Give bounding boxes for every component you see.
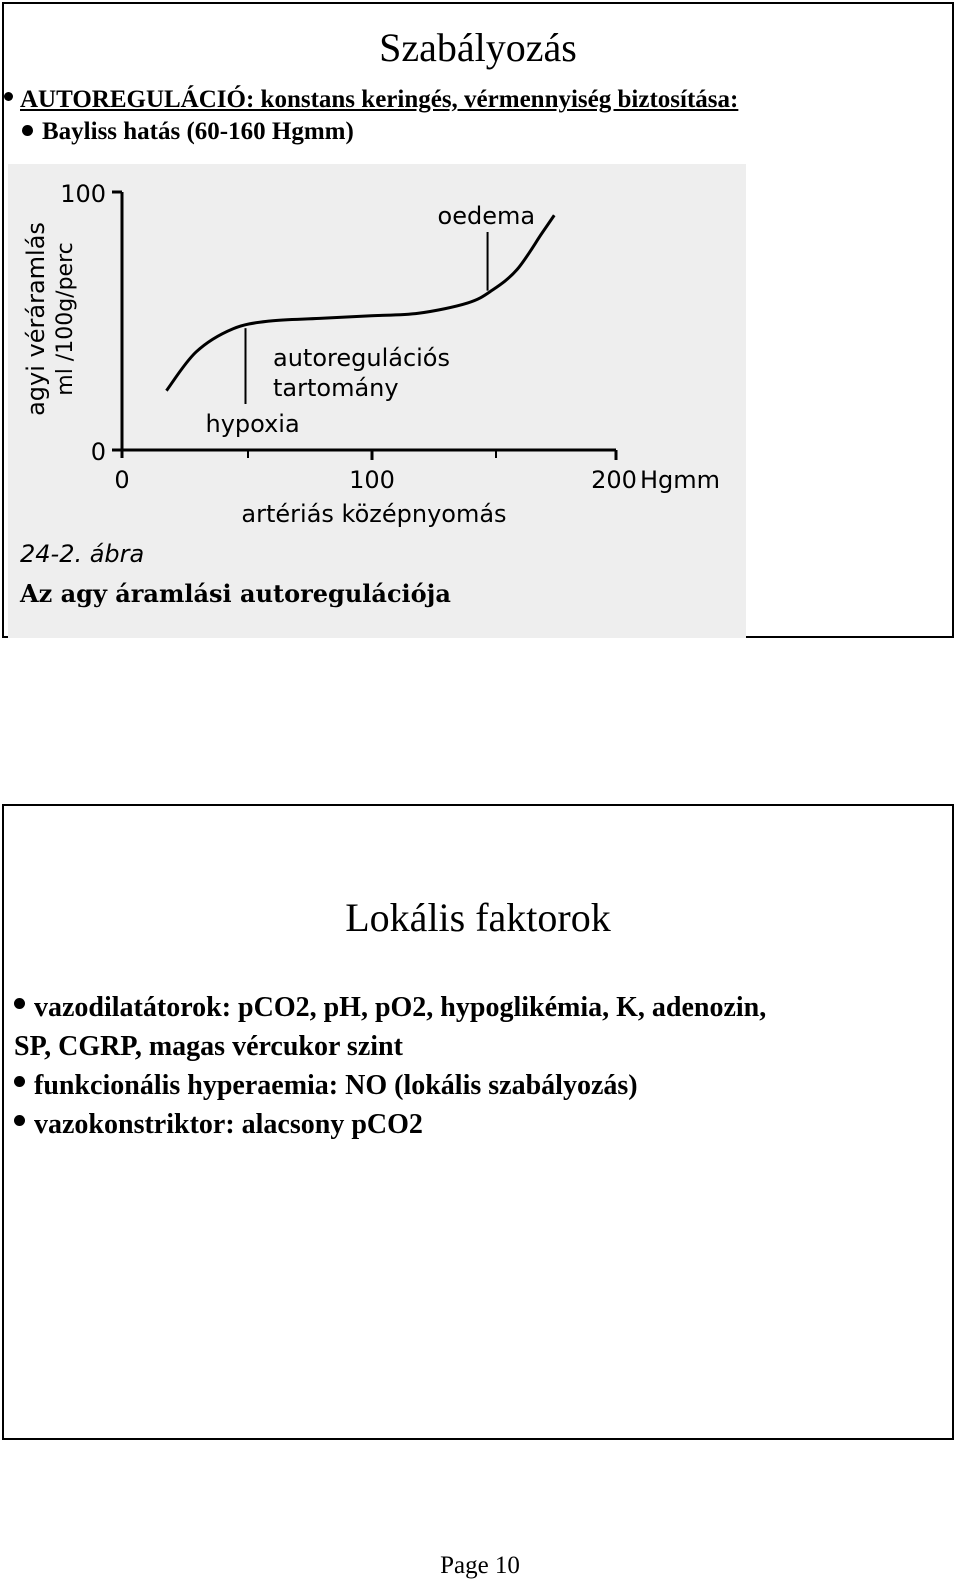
bullet-dot-icon	[14, 1115, 25, 1126]
x-unit-label: Hgmm	[640, 466, 721, 494]
autoregulation-figure	[8, 164, 746, 638]
y-tick-label-100: 100	[60, 180, 106, 208]
y-tick-label-0: 0	[90, 438, 106, 466]
y-axis-label-line1: agyi véráramlás	[22, 222, 50, 416]
hypoxia-label: hypoxia	[205, 410, 300, 438]
x-tick-label-200: 200	[591, 466, 637, 494]
bullet-vazodilatatorok-cont: SP, CGRP, magas vércukor szint	[14, 1031, 403, 1062]
slide-title: Szabályozás	[379, 25, 577, 70]
slide-szabalyozas	[2, 2, 954, 638]
bullet-dot-icon	[14, 1076, 25, 1087]
y-axis-label-line2: ml /100g/perc	[53, 242, 78, 396]
x-axis-label: artériás középnyomás	[241, 500, 507, 528]
autoregulation-range-label-2: tartomány	[273, 374, 399, 402]
slide-lokalis-faktorok	[2, 804, 954, 1440]
bullet-dot-icon	[22, 125, 33, 136]
x-tick-label-0: 0	[114, 466, 130, 494]
figure-caption-title: Az agy áramlási autoregulációja	[20, 579, 451, 608]
bullet-vazokonstriktor: vazokonstriktor: alacsony pCO2	[34, 1109, 423, 1140]
oedema-label: oedema	[437, 202, 536, 230]
autoregulation-chart	[8, 164, 746, 638]
x-tick-label-100: 100	[349, 466, 395, 494]
page-number: Page 10	[440, 1552, 520, 1579]
bullet-dot-icon	[4, 92, 13, 101]
bullet-vazodilatatorok: vazodilatátorok: pCO2, pH, pO2, hypoglikémia, K, adenozin,	[34, 992, 767, 1023]
bullet-funkcionalis-hyperaemia: funkcionális hyperaemia: NO (lokális szabályozás)	[34, 1070, 638, 1101]
autoregulation-range-label: autoregulációs	[273, 344, 450, 372]
figure-caption-number: 24-2. ábra	[20, 540, 145, 568]
slide-title: Lokális faktorok	[345, 895, 611, 940]
bullet-autoregulacio: AUTOREGULÁCIÓ: konstans keringés, vérmennyiség biztosítása:	[20, 86, 739, 113]
bullet-bayliss: Bayliss hatás (60-160 Hgmm)	[42, 118, 354, 145]
bullet-dot-icon	[14, 998, 25, 1009]
